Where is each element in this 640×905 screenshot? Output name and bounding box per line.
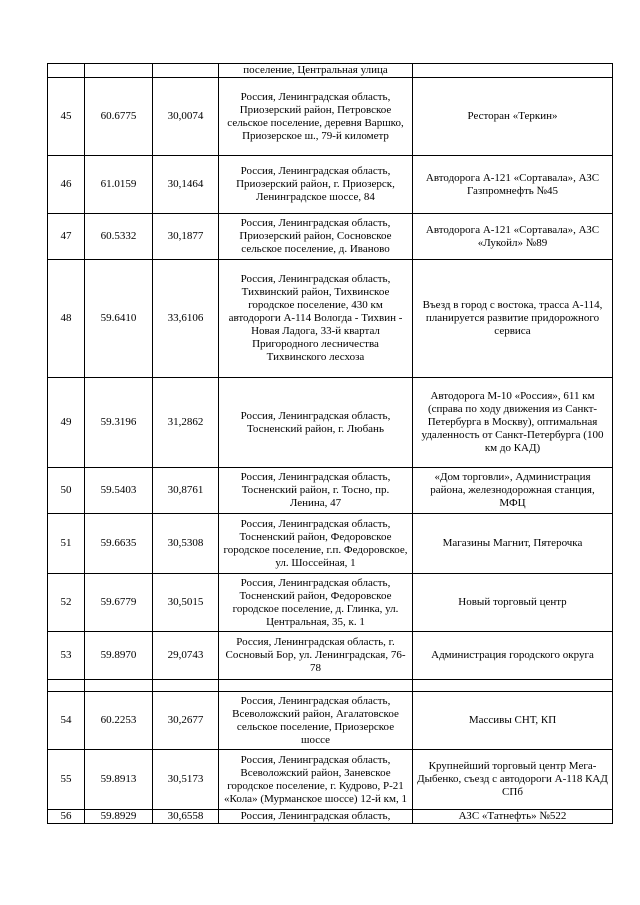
row-number bbox=[48, 64, 85, 78]
address: Россия, Ленинградская область, Приозерский район, Петровское сельское поселение, деревня Варшко, Приозерское ш., 79-й километр bbox=[219, 78, 413, 156]
note: «Дом торговли», Администрация района, железнодорожная станция, МФЦ bbox=[413, 468, 613, 514]
address: Россия, Ленинградская область, Тосненский район, Федоровское городское поселение, д. Глинка, ул. Центральная, 35, к. 1 bbox=[219, 574, 413, 632]
note: Магазины Магнит, Пятерочка bbox=[413, 514, 613, 574]
note: Автодорога М-10 «Россия», 611 км (справа по ходу движения из Санкт-Петербурга в Москву), оптимальная удаленность от Санкт-Петербурга (100 км до КАД) bbox=[413, 378, 613, 468]
address: Россия, Ленинградская область, bbox=[219, 810, 413, 824]
address: поселение, Центральная улица bbox=[219, 64, 413, 78]
address: Россия, Ленинградская область, Всеволожский район, Агалатовское сельское поселение, Приозерское шоссе bbox=[219, 692, 413, 750]
row-number: 54 bbox=[48, 692, 85, 750]
latitude: 59.8970 bbox=[85, 632, 153, 680]
table-row-empty bbox=[48, 680, 613, 692]
note bbox=[413, 64, 613, 78]
longitude: 31,2862 bbox=[153, 378, 219, 468]
longitude: 30,1877 bbox=[153, 214, 219, 260]
latitude: 59.8929 bbox=[85, 810, 153, 824]
note: Новый торговый центр bbox=[413, 574, 613, 632]
longitude: 30,5308 bbox=[153, 514, 219, 574]
longitude: 30,1464 bbox=[153, 156, 219, 214]
table-row bbox=[48, 378, 613, 468]
longitude: 30,8761 bbox=[153, 468, 219, 514]
row-number: 55 bbox=[48, 750, 85, 810]
latitude: 59.6410 bbox=[85, 260, 153, 378]
address: Россия, Ленинградская область, Тосненский район, г. Тосно, пр. Ленина, 47 bbox=[219, 468, 413, 514]
longitude: 30,5173 bbox=[153, 750, 219, 810]
note: Крупнейший торговый центр Мега-Дыбенко, съезд с автодороги А-118 КАД СПб bbox=[413, 750, 613, 810]
row-number: 48 bbox=[48, 260, 85, 378]
address: Россия, Ленинградская область, Тосненский район, г. Любань bbox=[219, 378, 413, 468]
note: Въезд в город с востока, трасса А-114, планируется развитие придорожного сервиса bbox=[413, 260, 613, 378]
table-body bbox=[48, 64, 613, 824]
table-row bbox=[48, 64, 613, 78]
table-row bbox=[48, 692, 613, 750]
table-row bbox=[48, 574, 613, 632]
table-row bbox=[48, 468, 613, 514]
table-row bbox=[48, 514, 613, 574]
table-row bbox=[48, 78, 613, 156]
note bbox=[413, 680, 613, 692]
row-number: 49 bbox=[48, 378, 85, 468]
longitude: 30,5015 bbox=[153, 574, 219, 632]
latitude bbox=[85, 680, 153, 692]
row-number: 56 bbox=[48, 810, 85, 824]
address bbox=[219, 680, 413, 692]
address: Россия, Ленинградская область, Тосненский район, Федоровское городское поселение, г.п. Федоровское, ул. Шоссейная, 1 bbox=[219, 514, 413, 574]
table-row bbox=[48, 750, 613, 810]
note: Массивы СНТ, КП bbox=[413, 692, 613, 750]
address: Россия, Ленинградская область, Приозерский район, Сосновское сельское поселение, д. Иваново bbox=[219, 214, 413, 260]
address: Россия, Ленинградская область, Приозерский район, г. Приозерск, Ленинградское шоссе, 84 bbox=[219, 156, 413, 214]
longitude: 30,0074 bbox=[153, 78, 219, 156]
latitude: 59.3196 bbox=[85, 378, 153, 468]
row-number: 47 bbox=[48, 214, 85, 260]
longitude: 30,2677 bbox=[153, 692, 219, 750]
longitude: 30,6558 bbox=[153, 810, 219, 824]
latitude: 60.6775 bbox=[85, 78, 153, 156]
row-number: 45 bbox=[48, 78, 85, 156]
row-number bbox=[48, 680, 85, 692]
table-row bbox=[48, 260, 613, 378]
latitude: 60.5332 bbox=[85, 214, 153, 260]
address: Россия, Ленинградская область, Тихвинский район, Тихвинское городское поселение, 430 км автодороги А-114 Вологда - Тихвин - Новая Ладога, 33-й квартал Пригородного лесничества Тихвинского лесхоза bbox=[219, 260, 413, 378]
row-number: 51 bbox=[48, 514, 85, 574]
latitude: 60.2253 bbox=[85, 692, 153, 750]
note: Ресторан «Теркин» bbox=[413, 78, 613, 156]
row-number: 53 bbox=[48, 632, 85, 680]
latitude: 59.8913 bbox=[85, 750, 153, 810]
note: Автодорога А-121 «Сортавала», АЗС Газпромнефть №45 bbox=[413, 156, 613, 214]
table-row bbox=[48, 632, 613, 680]
row-number: 46 bbox=[48, 156, 85, 214]
address: Россия, Ленинградская область, Всеволожский район, Заневское городское поселение, г. Кудрово, Р-21 «Кола» (Мурманское шоссе) 12-й км, 1 bbox=[219, 750, 413, 810]
row-number: 52 bbox=[48, 574, 85, 632]
address: Россия, Ленинградская область, г. Сосновый Бор, ул. Ленинградская, 76-78 bbox=[219, 632, 413, 680]
longitude: 29,0743 bbox=[153, 632, 219, 680]
latitude: 61.0159 bbox=[85, 156, 153, 214]
table-row bbox=[48, 214, 613, 260]
note: Администрация городского округа bbox=[413, 632, 613, 680]
longitude bbox=[153, 64, 219, 78]
row-number: 50 bbox=[48, 468, 85, 514]
latitude: 59.5403 bbox=[85, 468, 153, 514]
table-row bbox=[48, 810, 613, 824]
note: АЗС «Татнефть» №522 bbox=[413, 810, 613, 824]
latitude: 59.6779 bbox=[85, 574, 153, 632]
latitude bbox=[85, 64, 153, 78]
latitude: 59.6635 bbox=[85, 514, 153, 574]
longitude: 33,6106 bbox=[153, 260, 219, 378]
longitude bbox=[153, 680, 219, 692]
locations-table bbox=[47, 63, 613, 824]
note: Автодорога А-121 «Сортавала», АЗС «Лукойл» №89 bbox=[413, 214, 613, 260]
table-row bbox=[48, 156, 613, 214]
